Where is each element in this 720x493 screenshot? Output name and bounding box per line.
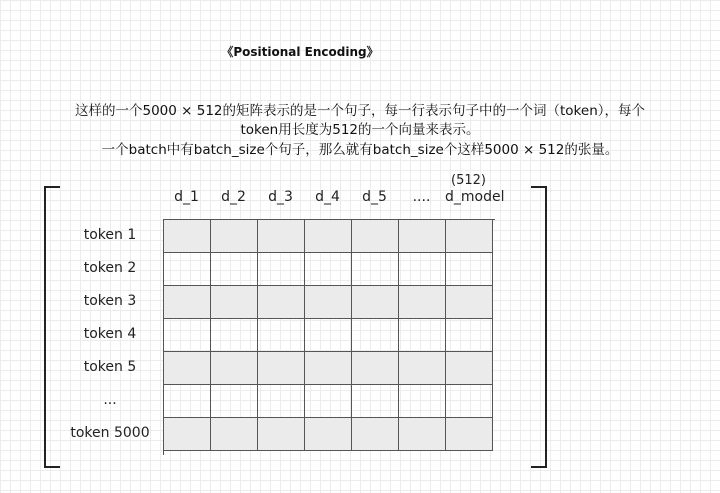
matrix-cell	[352, 319, 399, 352]
token-embedding-matrix	[163, 219, 495, 455]
matrix-cell	[352, 418, 399, 451]
description-line-2: token用长度为512的一个向量来表示。	[240, 122, 480, 138]
row-label: token 5	[83, 359, 137, 375]
row-label: token 5000	[70, 425, 150, 441]
matrix-right-bracket	[531, 186, 547, 468]
matrix-cell	[305, 319, 352, 352]
matrix-cell	[399, 220, 446, 253]
matrix-cell	[211, 286, 258, 319]
matrix-cell	[211, 385, 258, 418]
matrix-cell	[446, 385, 493, 418]
matrix-cell	[164, 220, 211, 253]
matrix-cell	[258, 418, 305, 451]
matrix-cell	[305, 253, 352, 286]
matrix-cell	[305, 418, 352, 451]
matrix-cell	[211, 352, 258, 385]
matrix-cell	[305, 352, 352, 385]
description-line-3: 一个batch中有batch_size个句子，那么就有batch_size个这样5000 × 512的张量。	[101, 142, 619, 158]
matrix-cell	[164, 418, 211, 451]
matrix-cell	[258, 352, 305, 385]
column-header-label: d_2	[221, 189, 246, 205]
matrix-cell	[352, 385, 399, 418]
matrix-cell	[399, 253, 446, 286]
matrix-cell	[399, 352, 446, 385]
matrix-cell	[164, 253, 211, 286]
matrix-cell	[164, 385, 211, 418]
matrix-cell	[446, 253, 493, 286]
matrix-cell	[164, 286, 211, 319]
column-header-label: ....	[412, 189, 431, 205]
matrix-cell	[352, 253, 399, 286]
matrix-cell	[164, 319, 211, 352]
matrix-cell	[446, 319, 493, 352]
row-label: token 1	[83, 227, 137, 243]
matrix-cell	[399, 286, 446, 319]
column-header-label: d_1	[174, 189, 199, 205]
row-label: token 4	[83, 326, 137, 342]
matrix-cell	[211, 418, 258, 451]
matrix-cell	[305, 220, 352, 253]
column-header-label: d_3	[268, 189, 293, 205]
matrix-cell	[352, 220, 399, 253]
diagram-title: 《Positional Encoding》	[221, 45, 379, 59]
matrix-cell	[352, 352, 399, 385]
row-label: token 3	[83, 293, 137, 309]
matrix-cell	[258, 253, 305, 286]
matrix-cell	[258, 220, 305, 253]
matrix-cell	[258, 385, 305, 418]
column-header-label: d_4	[315, 189, 340, 205]
column-header-dimension: (512)	[451, 173, 486, 188]
matrix-cell	[305, 286, 352, 319]
row-label: ...	[103, 392, 117, 408]
matrix-cell	[305, 385, 352, 418]
matrix-cell	[352, 286, 399, 319]
matrix-cell	[399, 385, 446, 418]
matrix-cell	[164, 352, 211, 385]
matrix-cell	[211, 319, 258, 352]
matrix-cell	[258, 319, 305, 352]
matrix-cell	[446, 286, 493, 319]
matrix-cell	[446, 418, 493, 451]
matrix-cell	[258, 286, 305, 319]
row-label: token 2	[83, 260, 137, 276]
description-line-1: 这样的一个5000 × 512的矩阵表示的是一个句子，每一行表示句子中的一个词（token），每个	[74, 103, 646, 119]
matrix-cell	[211, 253, 258, 286]
matrix-left-bracket	[44, 186, 60, 468]
matrix-cell	[446, 220, 493, 253]
matrix-cell	[399, 319, 446, 352]
column-header-label: d_5	[362, 189, 387, 205]
column-header-label: d_model	[445, 189, 505, 205]
matrix-cell	[211, 220, 258, 253]
matrix-cell	[399, 418, 446, 451]
matrix-cell	[446, 352, 493, 385]
